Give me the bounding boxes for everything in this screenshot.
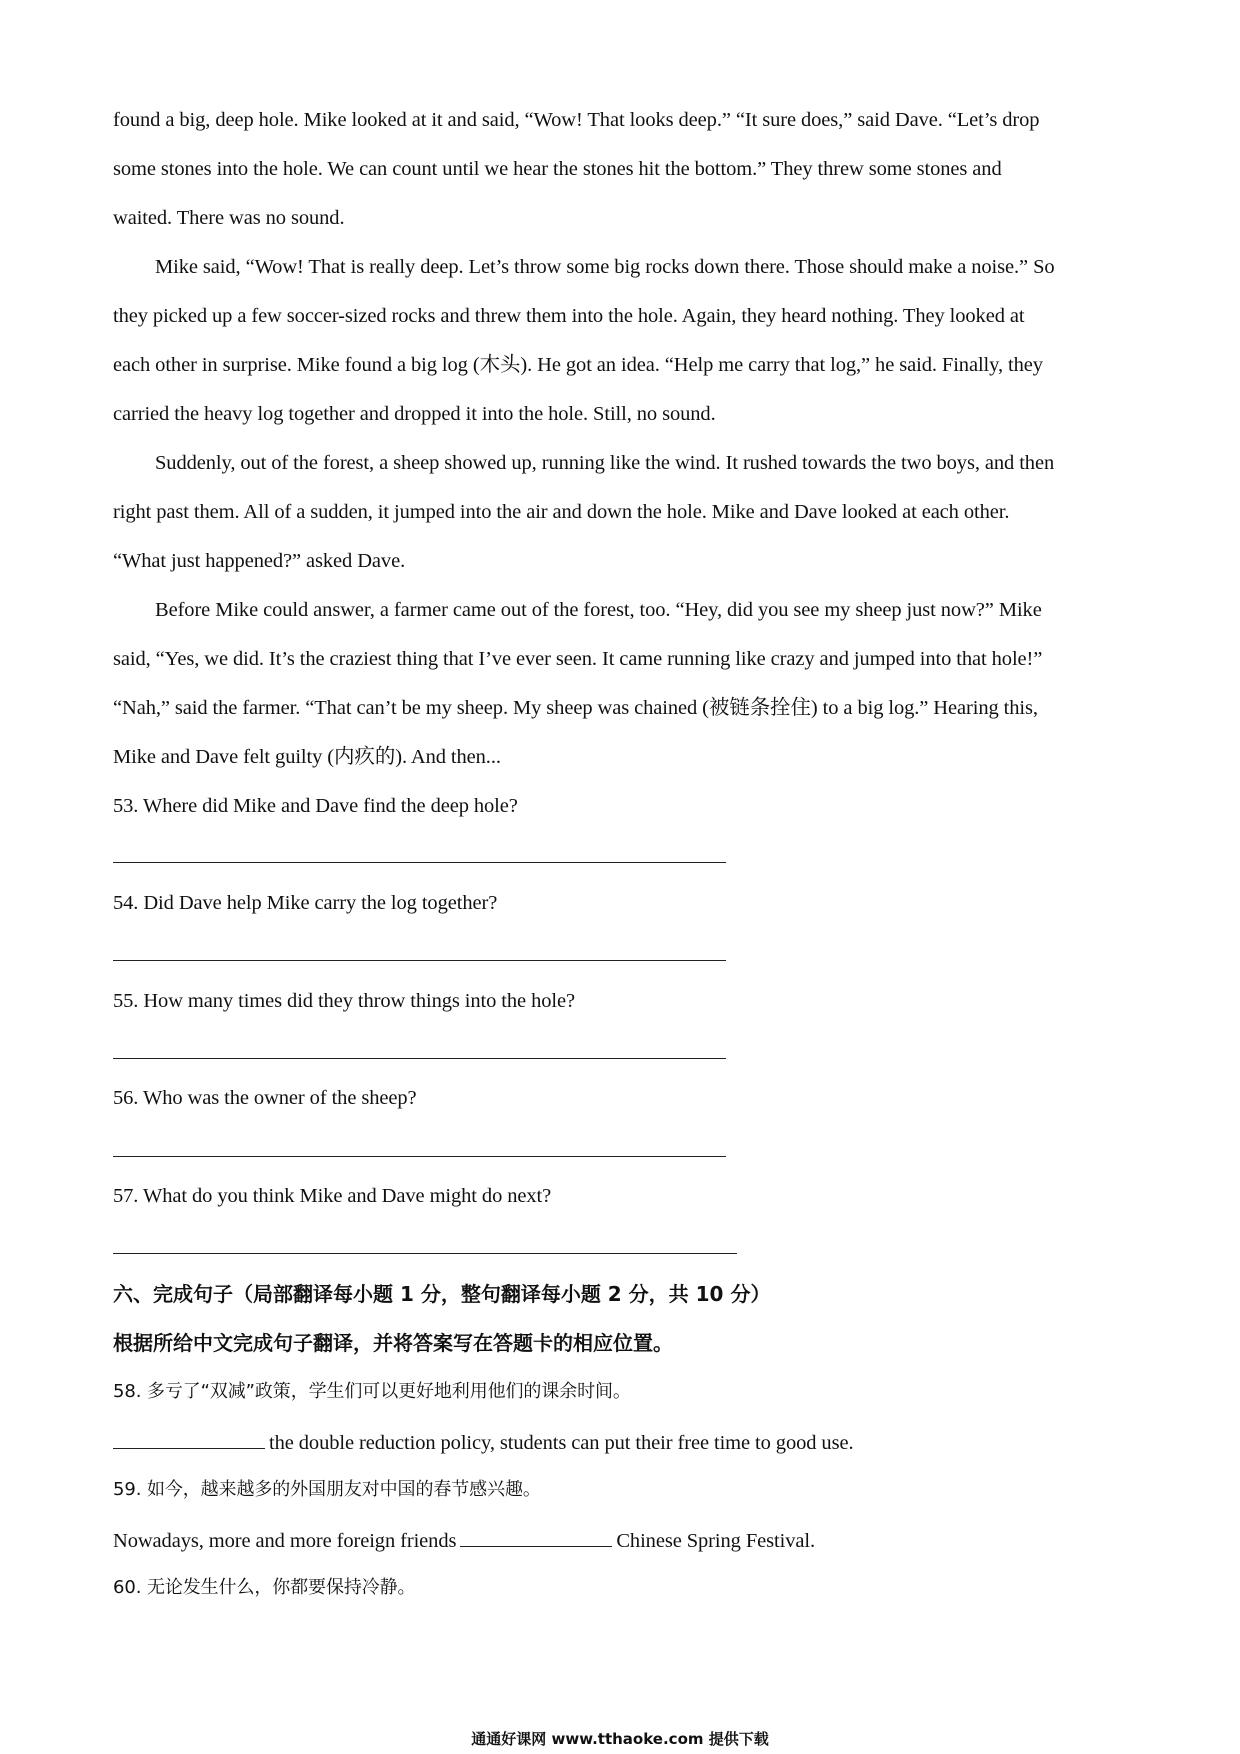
passage-line: carried the heavy log together and dropped it into the hole. Still, no sound. bbox=[113, 403, 716, 425]
question-59-english bbox=[113, 1526, 815, 1554]
passage-line: found a big, deep hole. Mike looked at it and said, “Wow! That looks deep.” “It sure does,” said Dave. “Let’s drop bbox=[113, 109, 1040, 131]
passage-line: Mike and Dave felt guilty (内疚的). And then... bbox=[113, 746, 501, 768]
question-58-english-text: the double reduction policy, students can put their free time to good use. bbox=[269, 1432, 854, 1454]
question-54: 54. Did Dave help Mike carry the log together? bbox=[113, 892, 498, 914]
question-58-english bbox=[113, 1428, 853, 1456]
section-6-instruction: 根据所给中文完成句子翻译，并将答案写在答题卡的相应位置。 bbox=[113, 1331, 673, 1355]
question-59-english-before: Nowadays, more and more foreign friends bbox=[113, 1530, 457, 1552]
question-55: 55. How many times did they throw things into the hole? bbox=[113, 990, 575, 1012]
passage-line: Suddenly, out of the forest, a sheep showed up, running like the wind. It rushed towards the two boys, and then bbox=[155, 452, 1055, 474]
answer-line-56[interactable] bbox=[113, 1156, 726, 1157]
passage-line: “What just happened?” asked Dave. bbox=[113, 550, 406, 572]
passage-line: some stones into the hole. We can count until we hear the stones hit the bottom.” They threw some stones and bbox=[113, 158, 1002, 180]
question-53: 53. Where did Mike and Dave find the deep hole? bbox=[113, 795, 518, 817]
passage-line: they picked up a few soccer-sized rocks and threw them into the hole. Again, they heard nothing. They looked at bbox=[113, 305, 1025, 327]
question-58-chinese: 58. 多亏了“双减”政策，学生们可以更好地利用他们的课余时间。 bbox=[113, 1381, 631, 1402]
section-6-title: 六、完成句子（局部翻译每小题 1 分，整句翻译每小题 2 分，共 10 分） bbox=[113, 1282, 771, 1306]
passage-line: each other in surprise. Mike found a big log (木头). He got an idea. “Help me carry that log,” he said. Finally, they bbox=[113, 354, 1043, 376]
passage-line: waited. There was no sound. bbox=[113, 207, 345, 229]
page-footer: 通通好课网 www.tthaoke.com 提供下载 bbox=[471, 1730, 769, 1748]
blank-58[interactable] bbox=[113, 1428, 265, 1449]
answer-line-57[interactable] bbox=[113, 1253, 737, 1254]
question-57: 57. What do you think Mike and Dave might do next? bbox=[113, 1185, 552, 1207]
answer-line-53[interactable] bbox=[113, 862, 726, 863]
question-59-english-after: Chinese Spring Festival. bbox=[616, 1530, 815, 1552]
passage-line: said, “Yes, we did. It’s the craziest thing that I’ve ever seen. It came running like crazy and jumped into that hole!” bbox=[113, 648, 1043, 670]
passage-line: right past them. All of a sudden, it jumped into the air and down the hole. Mike and Dave looked at each other. bbox=[113, 501, 1010, 523]
question-56: 56. Who was the owner of the sheep? bbox=[113, 1087, 417, 1109]
blank-59[interactable] bbox=[460, 1526, 612, 1547]
question-60-chinese: 60. 无论发生什么，你都要保持冷静。 bbox=[113, 1577, 416, 1598]
answer-line-55[interactable] bbox=[113, 1058, 726, 1059]
passage-line: “Nah,” said the farmer. “That can’t be my sheep. My sheep was chained (被链条拴住) to a big log.” Hearing this, bbox=[113, 697, 1038, 719]
answer-line-54[interactable] bbox=[113, 960, 726, 961]
passage-line: Mike said, “Wow! That is really deep. Let’s throw some big rocks down there. Those should make a noise.” So bbox=[155, 256, 1055, 278]
passage-line: Before Mike could answer, a farmer came out of the forest, too. “Hey, did you see my sheep just now?” Mike bbox=[155, 599, 1042, 621]
question-59-chinese: 59. 如今，越来越多的外国朋友对中国的春节感兴趣。 bbox=[113, 1479, 541, 1500]
